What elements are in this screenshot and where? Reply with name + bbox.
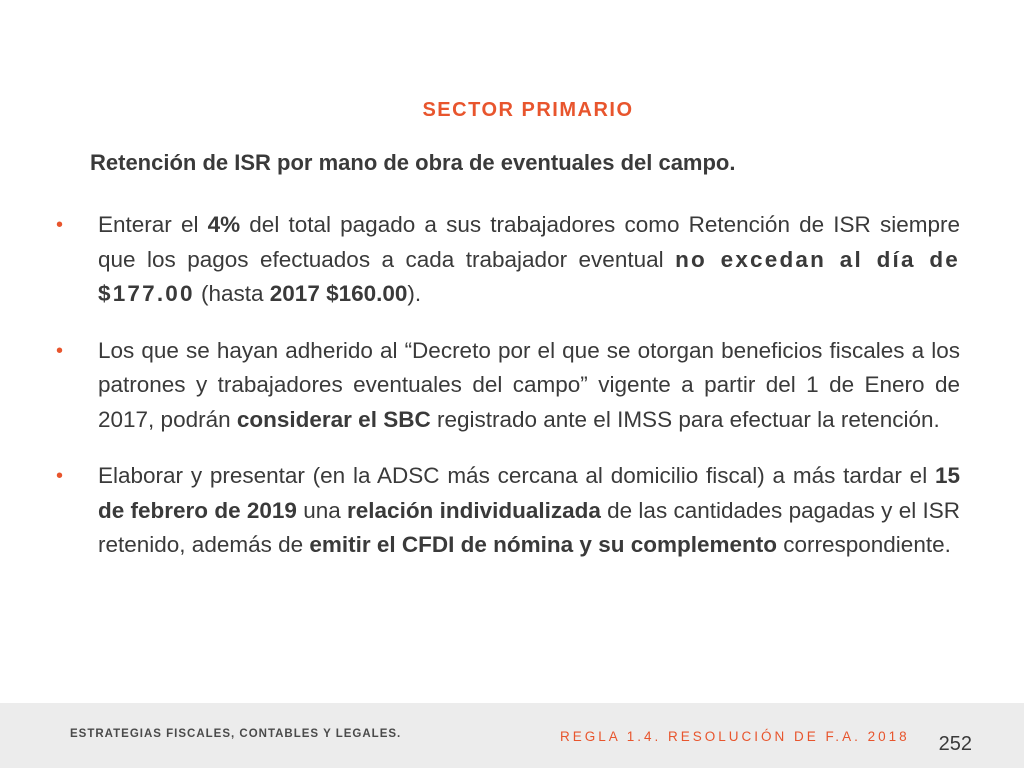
page-number: 252	[938, 733, 972, 755]
bullet-dot-icon: •	[56, 214, 64, 236]
bullet-item-3	[56, 459, 960, 563]
footer-rule-text: REGLA 1.4. RESOLUCIÓN DE F.A. 2018	[560, 729, 910, 744]
bullet-item-1	[56, 208, 960, 312]
bullet-text: Enterar el 4% del total pagado a sus trabajadores como Retención de ISR siempre que los pagos efectuados a cada trabajador eventual no excedan al día de $177.00 (hasta 2017 $160.00).	[98, 212, 960, 306]
emphasis: 4%	[207, 212, 241, 237]
emphasis: emitir el CFDI de nómina y su complemento	[309, 532, 777, 557]
footer-bar	[0, 703, 1024, 768]
footer-company-text: ESTRATEGIAS FISCALES, CONTABLES Y LEGALES.	[70, 728, 402, 740]
bullet-dot-icon: •	[56, 339, 64, 362]
section-title: SECTOR PRIMARIO	[422, 99, 634, 121]
emphasis: considerar el SBC	[236, 406, 431, 432]
bullet-text: Los que se hayan adherido al “Decreto por el que se otorgan beneficios fiscales a los patrones y trabajadores eventuales del campo” vigente a partir del 1 de Enero de 2017, podrán considerar el SBC registrado ante el IMSS para efectuar la retención.	[98, 337, 960, 432]
bullet-list	[56, 208, 960, 585]
emphasis: relación individualizada	[347, 497, 601, 523]
bullet-text: Elaborar y presentar (en la ADSC más cercana al domicilio fiscal) a más tardar el 15 de febrero de 2019 una relación individualizada de las cantidades pagadas y el ISR retenido, además de emitir el CFDI de nómina y su complemento correspondiente.	[98, 463, 960, 557]
bullet-item-2	[56, 334, 960, 438]
emphasis: 2017 $160.00	[269, 281, 408, 306]
slide-subtitle: Retención de ISR por mano de obra de eventuales del campo.	[90, 150, 736, 175]
bullet-dot-icon: •	[56, 465, 64, 487]
emphasis: no excedan al día de $177.00	[98, 246, 960, 306]
emphasis: 15 de febrero de 2019	[98, 463, 960, 523]
